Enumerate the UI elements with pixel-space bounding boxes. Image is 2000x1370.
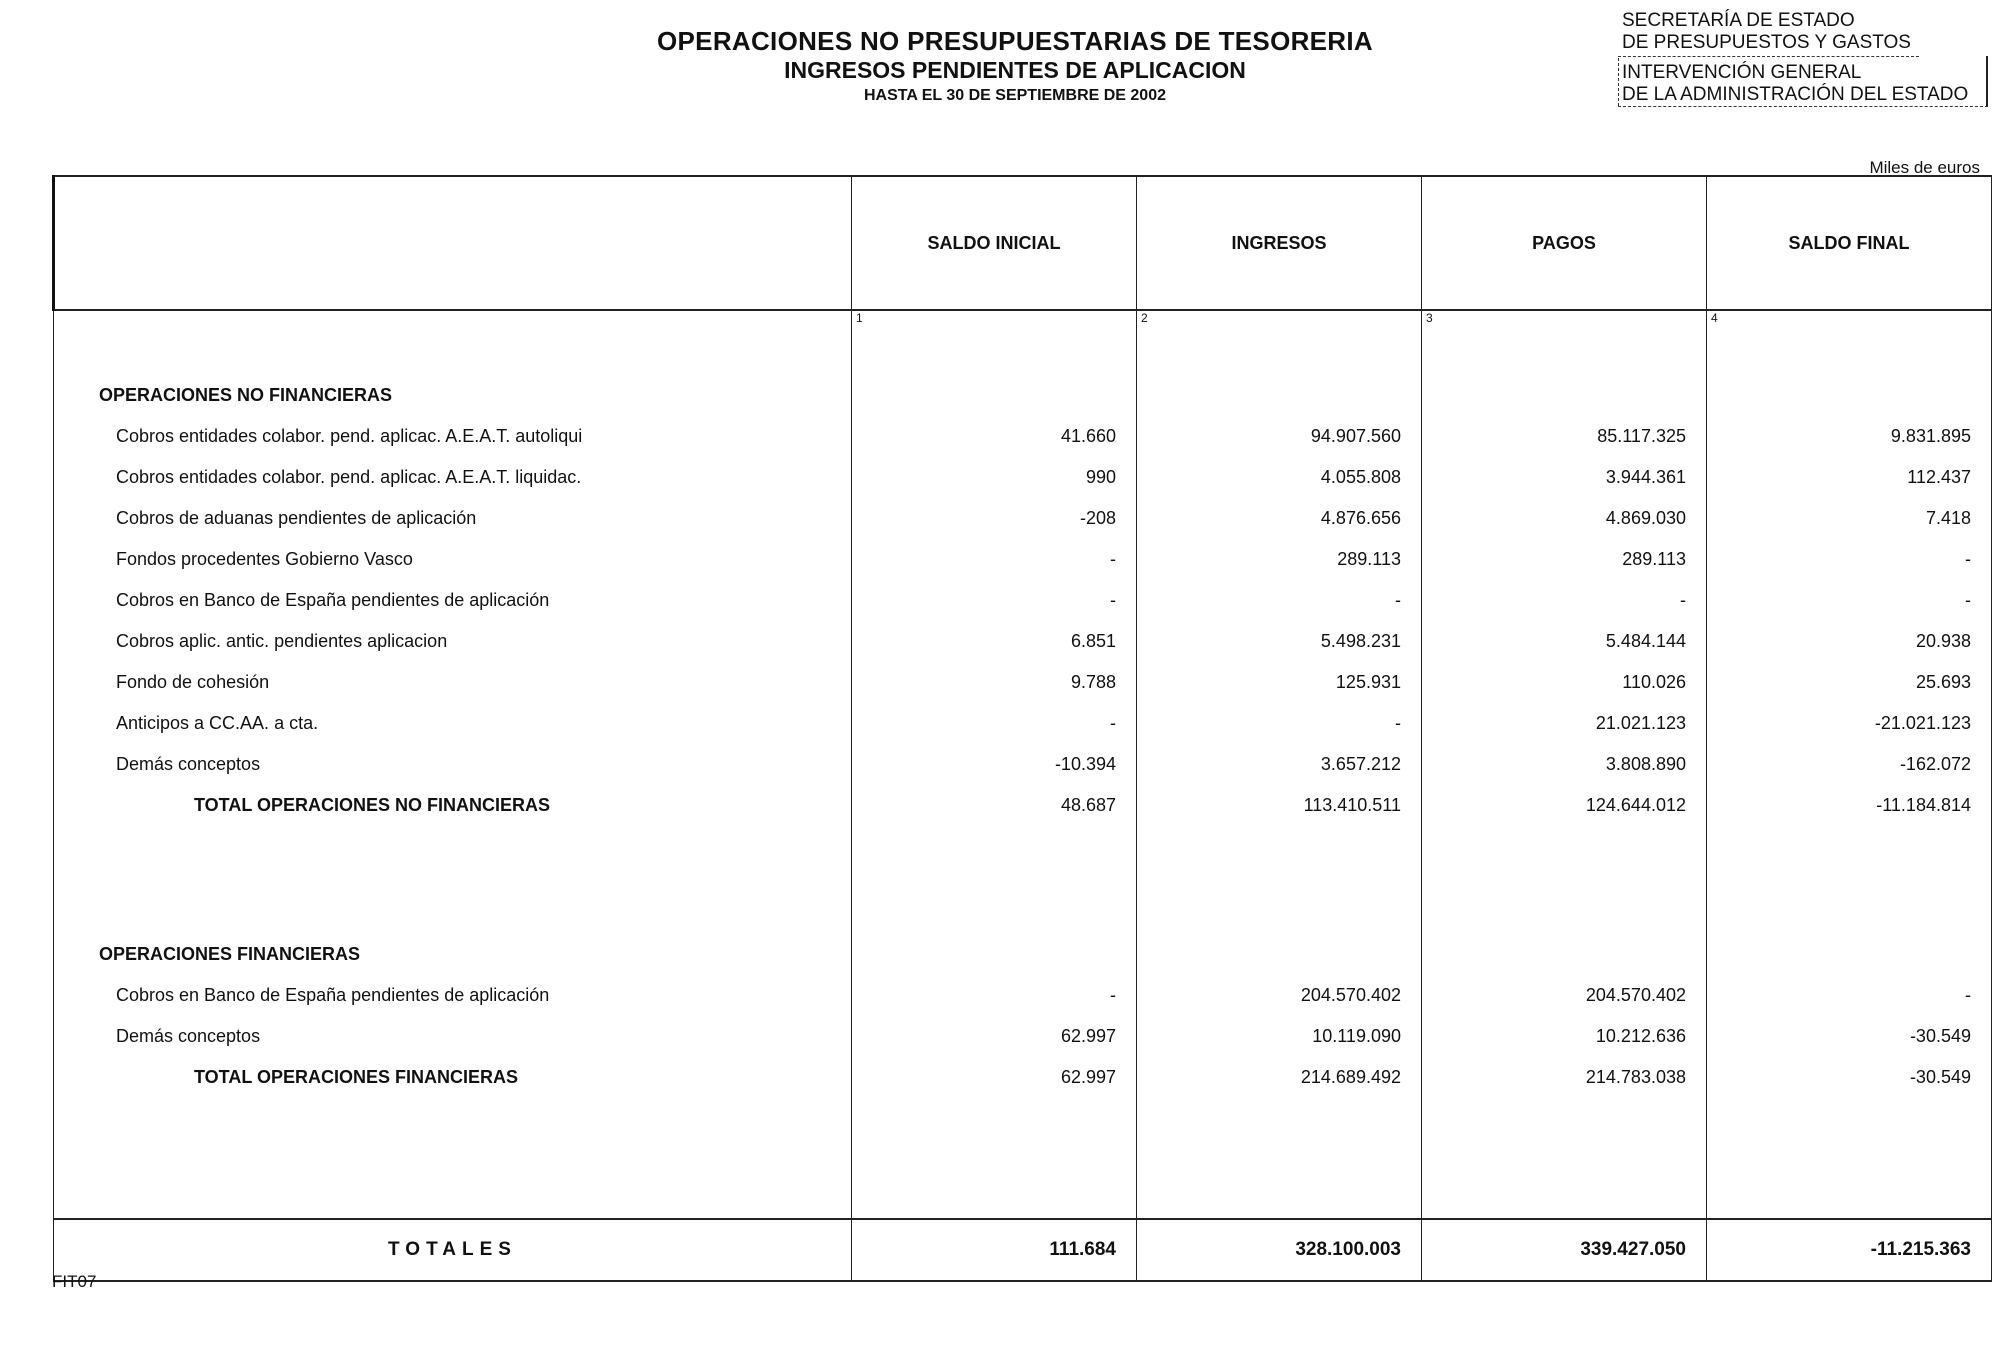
cell-ingresos: 4.876.656 [1137,498,1422,539]
row-label: Cobros entidades colabor. pend. aplicac. A.E.A.T. autoliqui [54,416,852,457]
total-row [54,785,1992,826]
cell-pagos: 5.484.144 [1422,621,1707,662]
cell-pagos: 85.117.325 [1422,416,1707,457]
cell-ingresos: - [1137,580,1422,621]
table-row [54,703,1992,744]
cell-saldo-inicial: 62.997 [852,1016,1137,1057]
grand-total-saldo-inicial: 111.684 [852,1219,1137,1281]
table-row [54,580,1992,621]
cell-pagos: 289.113 [1422,539,1707,580]
row-label: Cobros aplic. antic. pendientes aplicacion [54,621,852,662]
row-label: Cobros entidades colabor. pend. aplicac. A.E.A.T. liquidac. [54,457,852,498]
cell-saldo-inicial: 6.851 [852,621,1137,662]
report-title: OPERACIONES NO PRESUPUESTARIAS DE TESORERIA [657,26,1373,56]
section-title-row [54,375,1992,416]
cell-saldo-final: 25.693 [1707,662,1992,703]
table-row [54,662,1992,703]
table-row [54,416,1992,457]
cell-saldo-final: -162.072 [1707,744,1992,785]
total-row [54,1057,1992,1098]
col-header-ingresos: INGRESOS [1137,176,1422,310]
cell-ingresos: 289.113 [1137,539,1422,580]
section-title-financieras: OPERACIONES FINANCIERAS [54,934,852,975]
unit-note: Miles de euros [1869,158,1980,177]
cell-ingresos: 5.498.231 [1137,621,1422,662]
cell-saldo-final: 7.418 [1707,498,1992,539]
cell-pagos: 204.570.402 [1422,975,1707,1016]
row-label: Cobros en Banco de España pendientes de aplicación [54,580,852,621]
org-line-3: INTERVENCIÓN GENERAL [1622,62,1862,83]
report-period: HASTA EL 30 DE SEPTIEMBRE DE 2002 [863,87,1166,104]
spacer-row [54,880,1992,934]
cell-saldo-inicial: 9.788 [852,662,1137,703]
column-number-row [54,310,1992,335]
total-ingresos: 113.410.511 [1137,785,1422,826]
org-box-left-edge [1618,58,1619,106]
cell-ingresos: 94.907.560 [1137,416,1422,457]
row-label: Fondo de cohesión [54,662,852,703]
spacer-row [54,826,1992,880]
row-label: Demás conceptos [54,1016,852,1057]
cell-saldo-inicial: - [852,975,1137,1016]
cell-ingresos: 10.119.090 [1137,1016,1422,1057]
cell-pagos: 3.808.890 [1422,744,1707,785]
grand-total-pagos: 339.427.050 [1422,1219,1707,1281]
table-row [54,457,1992,498]
table-header-row [54,176,1992,310]
total-label: TOTAL OPERACIONES NO FINANCIERAS [54,785,852,826]
org-box-right-edge [1986,56,1988,106]
table-row [54,1016,1992,1057]
total-saldo-inicial: 62.997 [852,1057,1137,1098]
col-header-pagos: PAGOS [1422,176,1707,310]
org-line-2: DE PRESUPUESTOS Y GASTOS [1622,32,1911,53]
org-divider [1618,56,1919,57]
cell-saldo-final: - [1707,975,1992,1016]
grand-total-ingresos: 328.100.003 [1137,1219,1422,1281]
cell-ingresos: - [1137,703,1422,744]
table-row [54,498,1992,539]
table-row [54,621,1992,662]
total-saldo-final: -11.184.814 [1707,785,1992,826]
row-label: Cobros de aduanas pendientes de aplicación [54,498,852,539]
row-label: Demás conceptos [54,744,852,785]
table-row [54,744,1992,785]
report-subtitle: INGRESOS PENDIENTES DE APLICACION [784,57,1246,83]
section-title-no-financieras: OPERACIONES NO FINANCIERAS [54,375,852,416]
cell-saldo-inicial: -10.394 [852,744,1137,785]
total-saldo-inicial: 48.687 [852,785,1137,826]
cell-saldo-final: -30.549 [1707,1016,1992,1057]
col-header-saldo-final: SALDO FINAL [1707,176,1992,310]
header-blank-cell [54,176,852,310]
financieras-body [54,975,1992,1057]
org-line-1: SECRETARÍA DE ESTADO [1622,10,1855,31]
cell-pagos: - [1422,580,1707,621]
grand-total-label: TOTALES [54,1219,852,1281]
cell-saldo-inicial: 41.660 [852,416,1137,457]
cell-ingresos: 3.657.212 [1137,744,1422,785]
spacer-row [54,335,1992,375]
cell-saldo-final: - [1707,539,1992,580]
cell-ingresos: 125.931 [1137,662,1422,703]
total-saldo-final: -30.549 [1707,1057,1992,1098]
cell-saldo-final: - [1707,580,1992,621]
row-label: Anticipos a CC.AA. a cta. [54,703,852,744]
cell-saldo-final: 112.437 [1707,457,1992,498]
cell-saldo-inicial: - [852,703,1137,744]
cell-saldo-inicial: 990 [852,457,1137,498]
total-pagos: 124.644.012 [1422,785,1707,826]
cell-saldo-inicial: - [852,580,1137,621]
col-header-saldo-inicial: SALDO INICIAL [852,176,1137,310]
column-number-4: 4 [1707,310,1992,335]
spacer-row [54,1098,1992,1219]
org-line-4: DE LA ADMINISTRACIÓN DEL ESTADO [1622,84,1969,105]
financial-table [52,175,1992,1282]
column-number-3: 3 [1422,310,1707,335]
cell-pagos: 3.944.361 [1422,457,1707,498]
section-title-row [54,934,1992,975]
column-number-blank [54,310,852,335]
org-box-bottom-edge [1618,106,1988,107]
cell-saldo-final: 9.831.895 [1707,416,1992,457]
row-label: Cobros en Banco de España pendientes de aplicación [54,975,852,1016]
grand-total-row [54,1219,1992,1281]
column-number-1: 1 [852,310,1137,335]
cell-saldo-inicial: - [852,539,1137,580]
table-row [54,539,1992,580]
no-financieras-body [54,416,1992,785]
form-code: FIT07 [52,1272,97,1291]
cell-ingresos: 4.055.808 [1137,457,1422,498]
grand-total-saldo-final: -11.215.363 [1707,1219,1992,1281]
cell-saldo-inicial: -208 [852,498,1137,539]
column-number-2: 2 [1137,310,1422,335]
cell-pagos: 10.212.636 [1422,1016,1707,1057]
total-pagos: 214.783.038 [1422,1057,1707,1098]
cell-ingresos: 204.570.402 [1137,975,1422,1016]
total-ingresos: 214.689.492 [1137,1057,1422,1098]
cell-saldo-final: -21.021.123 [1707,703,1992,744]
cell-saldo-final: 20.938 [1707,621,1992,662]
cell-pagos: 21.021.123 [1422,703,1707,744]
table-row [54,975,1992,1016]
cell-pagos: 4.869.030 [1422,498,1707,539]
row-label: Fondos procedentes Gobierno Vasco [54,539,852,580]
total-label: TOTAL OPERACIONES FINANCIERAS [54,1057,852,1098]
cell-pagos: 110.026 [1422,662,1707,703]
